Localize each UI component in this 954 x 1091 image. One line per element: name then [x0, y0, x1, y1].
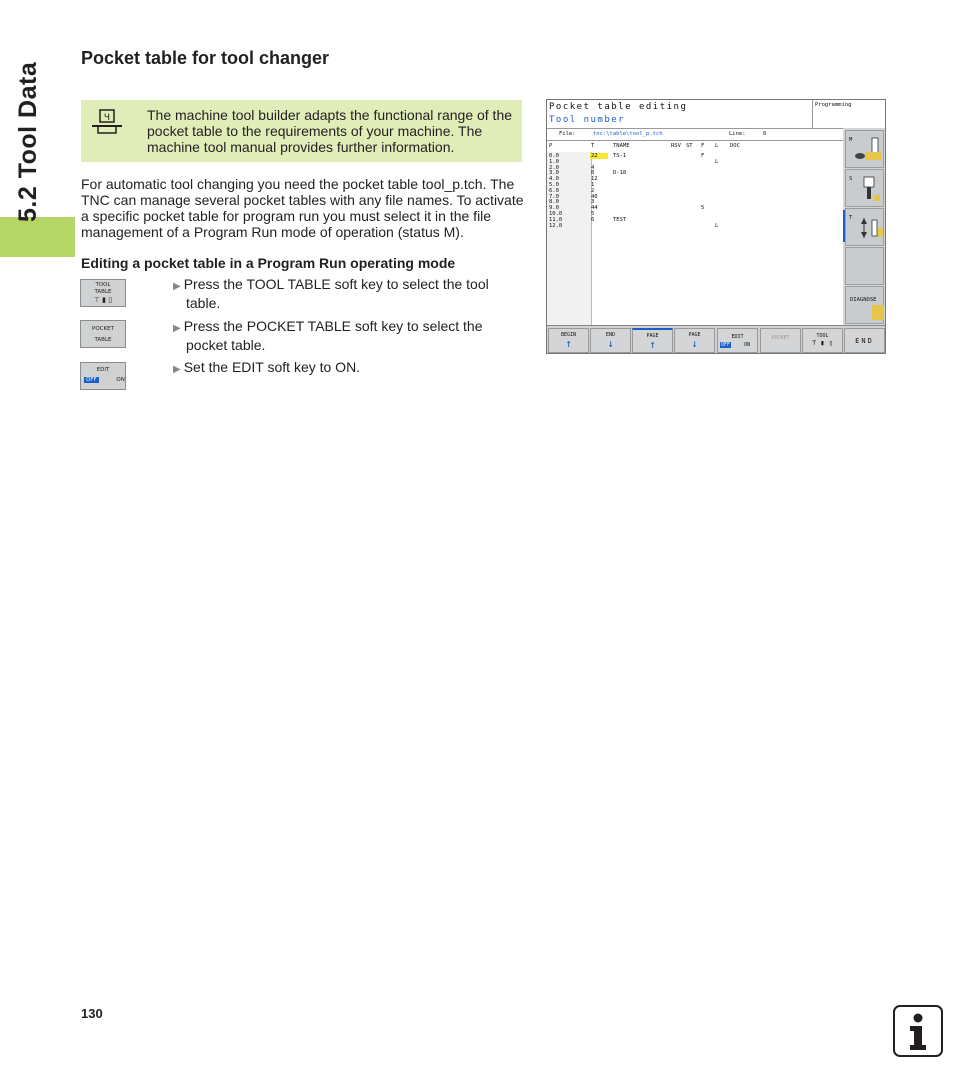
tool-icons: ⊤ ▮ ▯: [93, 296, 113, 304]
spindle-s-icon: [856, 175, 882, 203]
softkey-label: EDIT: [96, 367, 110, 373]
step-1: [173, 276, 518, 311]
softkey-s-label: S: [849, 176, 853, 182]
softkey-m-label: M: [849, 137, 853, 143]
table-cell-p: 10.0: [549, 211, 563, 217]
screen-mode-title: Pocket table editing: [549, 102, 688, 112]
tool-t-icon: [856, 214, 884, 242]
file-label: File:: [559, 131, 576, 137]
screen-field-name: Tool number: [549, 115, 626, 125]
softkey-begin[interactable]: [548, 328, 589, 353]
softkey-end-table-label: END: [605, 332, 616, 338]
table-cell-p: 7.0: [549, 193, 559, 200]
table-cell-p: 9.0: [549, 205, 559, 212]
table-cell-l: L: [715, 222, 719, 229]
svg-text:Ч: Ч: [103, 113, 111, 123]
table-cell-l: L: [715, 158, 719, 165]
step-3: [173, 359, 518, 378]
softkey-label: TABLE: [94, 337, 112, 343]
step-arrow-icon: ▶: [173, 281, 181, 292]
header-st: ST: [686, 143, 693, 149]
tnc-screen: [546, 99, 886, 354]
pocket-table-softkey-image: [80, 320, 126, 348]
softkey-blank[interactable]: [845, 247, 884, 285]
softkey-end[interactable]: [844, 328, 885, 353]
softkey-tool-table-label: TOOL: [816, 333, 829, 339]
table-cell-t: 5: [591, 211, 595, 217]
table-cell-tname: D-18: [613, 170, 627, 177]
header-l: L: [715, 143, 719, 149]
info-icon: [893, 1005, 943, 1057]
table-cell-p: 5.0: [549, 182, 559, 188]
machine-note-text: The machine tool builder adapts the functional range of the pocket table to the requirements of your machine. The machine tool manual provides further information.: [147, 107, 513, 155]
edit-on-state: ON: [116, 377, 125, 383]
softkey-edit[interactable]: [717, 328, 758, 353]
table-cell-t: 4: [591, 164, 595, 171]
softkey-t[interactable]: [845, 208, 884, 246]
scroll-indicator: [843, 210, 845, 242]
table-cell-p: 3.0: [549, 170, 559, 177]
table-cell-t: 1: [591, 182, 595, 188]
machine-note-icon: [90, 108, 124, 138]
softkey-label: TOOL: [95, 282, 111, 288]
tool-table-icon: ⊤ ▮ ▯: [811, 339, 834, 347]
machine-m-icon: [852, 136, 884, 164]
table-cell-t: 3: [591, 199, 595, 206]
edit-softkey-image: [80, 362, 126, 390]
vertical-softkey-bar: [843, 128, 886, 325]
step-2: [173, 318, 518, 353]
softkey-label: POCKET: [92, 326, 114, 332]
chapter-tab-highlight: [0, 217, 75, 257]
table-cell-tname: TS-1: [613, 153, 627, 159]
table-cell-p: 1.0: [549, 158, 559, 165]
table-cell-tname: TEST: [613, 216, 627, 223]
table-cell-p: 11.0: [549, 216, 563, 223]
file-path: tnc:\table\tool_p.tch: [593, 131, 663, 137]
softkey-diagnose[interactable]: [845, 286, 884, 324]
step-text: Press the TOOL TABLE soft key to select the tool: [183, 276, 489, 292]
table-cell-f: 5: [701, 205, 705, 212]
softkey-edit-label: EDIT: [731, 334, 744, 340]
softkey-diagnose-label: DIAGNOSE: [850, 297, 877, 303]
header-t: T: [591, 143, 595, 149]
table-cell-p: 8.0: [549, 199, 559, 206]
arrow-up-icon: ↑: [565, 337, 572, 350]
header-rsv: RSV: [671, 143, 681, 149]
header-p: P: [549, 143, 553, 149]
table-cell-t: 2: [591, 187, 595, 194]
arrow-down-icon: ↓: [607, 337, 614, 350]
table-cell-t: 22: [591, 153, 598, 159]
line-label: Line:: [729, 131, 746, 137]
table-cell-p: 12.0: [549, 222, 563, 229]
softkey-pocket-label: POCKET: [771, 335, 790, 341]
header-tname: TNAME: [613, 143, 630, 149]
section-title: Pocket table for tool changer: [81, 48, 330, 68]
softkey-begin-label: BEGIN: [560, 332, 577, 338]
table-cell-f: F: [701, 153, 705, 159]
step-text: Press the POCKET TABLE soft key to select the: [183, 318, 483, 334]
softkey-pocket-table[interactable]: [760, 328, 801, 353]
table-cell-t: 8: [591, 170, 595, 177]
page-number: 130: [81, 1006, 103, 1021]
screen-program-label: Programming: [815, 102, 852, 108]
softkey-label: TABLE: [94, 289, 112, 295]
table-cell-t: 6: [591, 216, 595, 223]
step-arrow-icon: ▶: [173, 364, 181, 375]
diagnose-icon: [872, 305, 884, 320]
step-text: Set the EDIT soft key to ON.: [183, 359, 361, 375]
table-cell-p: 2.0: [549, 164, 559, 171]
softkey-page-down-label: PAGE: [688, 332, 701, 338]
table-cell-t: 12: [591, 176, 598, 183]
edit-on: ON: [744, 342, 751, 348]
header-f: F: [701, 143, 705, 149]
table-cell-p: 0.0: [549, 153, 559, 159]
softkey-end-table[interactable]: [590, 328, 631, 353]
softkey-t-label: T: [849, 215, 853, 221]
page-up-icon: ↑: [649, 338, 656, 351]
table-cell-p: 4.0: [549, 176, 559, 183]
page-down-icon: ↓: [691, 337, 698, 350]
table-cell-t: 40: [591, 193, 598, 200]
softkey-page-down[interactable]: [674, 328, 715, 353]
softkey-page-up-label: PAGE: [646, 333, 659, 339]
table-cell-t: 44: [591, 205, 598, 212]
line-value: 0: [763, 131, 767, 137]
softkey-m[interactable]: [845, 130, 884, 168]
body-paragraph: For automatic tool changing you need the pocket table tool_p.tch. The TNC can manage several pocket tables with any file names. To activate a specific pocket table for program run you must select it in the file management of a Program Run mode of operation (status M).: [81, 176, 524, 240]
edit-off-state: OFF: [86, 377, 97, 383]
horizontal-softkey-bar: [547, 325, 886, 354]
subheading: Editing a pocket table in a Program Run operating mode: [81, 255, 456, 271]
step-text-cont: pocket table.: [186, 337, 266, 353]
softkey-page-up[interactable]: [632, 328, 673, 353]
softkey-tool-table[interactable]: [802, 328, 843, 353]
step-arrow-icon: ▶: [173, 323, 181, 334]
step-text-cont: table.: [186, 295, 221, 311]
table-cell-p: 6.0: [549, 187, 559, 194]
edit-off: OFF: [721, 342, 731, 348]
chapter-tab-label: 5.2 Tool Data: [14, 61, 42, 222]
softkey-s[interactable]: [845, 169, 884, 207]
tool-table-softkey-image: [80, 279, 126, 307]
softkey-end-label: END: [855, 337, 874, 345]
header-doc: DOC: [730, 143, 740, 149]
